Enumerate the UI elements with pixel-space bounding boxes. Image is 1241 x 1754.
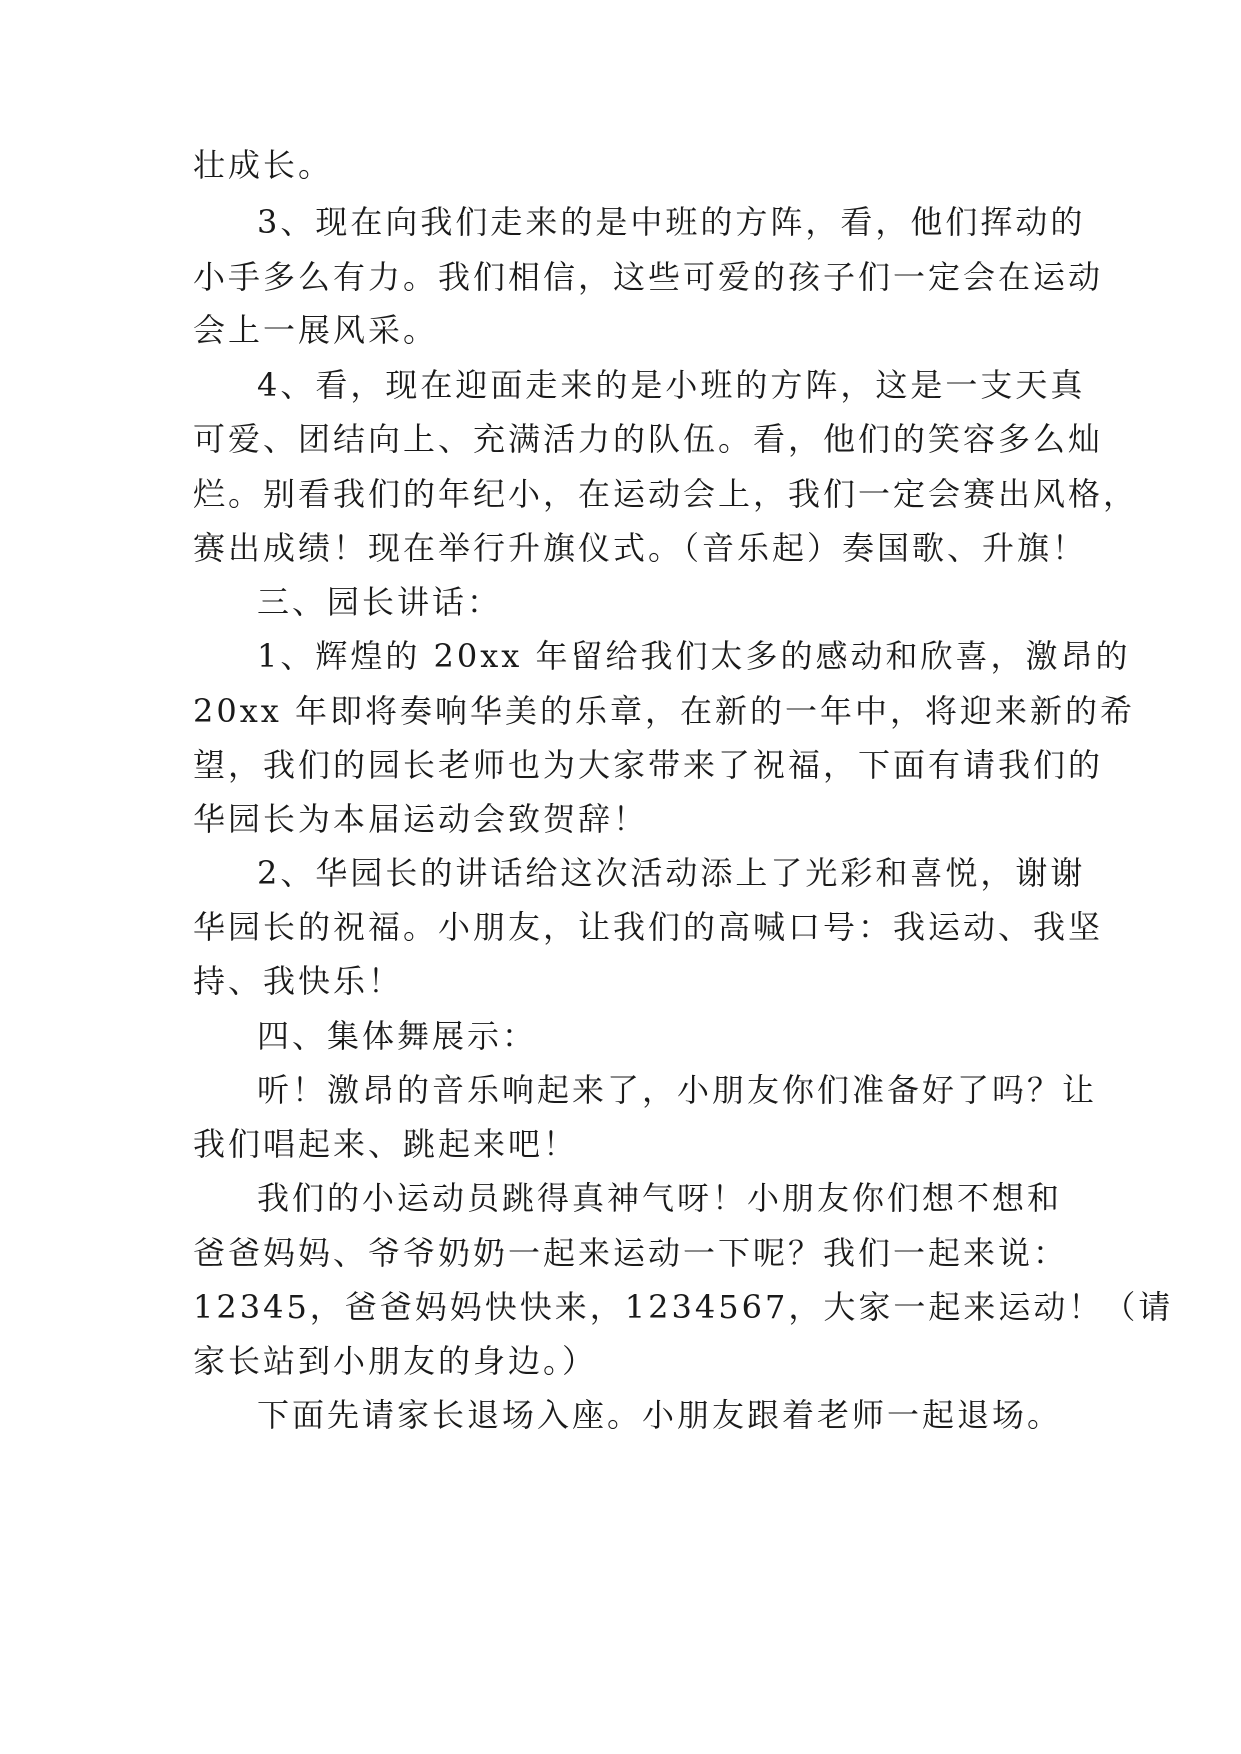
- text-line: 烂。别看我们的年纪小，在运动会上，我们一定会赛出风格，: [193, 475, 1139, 513]
- text-line: 家长站到小朋友的身边。）: [193, 1342, 598, 1380]
- text-line: 持、我快乐！: [193, 962, 404, 1000]
- text-line: 望，我们的园长老师也为大家带来了祝福，下面有请我们的: [193, 746, 1104, 784]
- text-line: 会上一展风采。: [193, 311, 439, 349]
- text-line: 1、辉煌的 20xx 年留给我们太多的感动和欣喜，激昂的: [257, 637, 1131, 675]
- text-line: 下面先请家长退场入座。小朋友跟着老师一起退场。: [257, 1396, 1063, 1434]
- text-line: 壮成长。: [193, 146, 334, 184]
- text-line: 2、华园长的讲话给这次活动添上了光彩和喜悦，谢谢: [257, 854, 1086, 892]
- text-line: 听！激昂的音乐响起来了，小朋友你们准备好了吗？让: [257, 1071, 1098, 1109]
- text-line: 华园长的祝福。小朋友，让我们的高喊口号：我运动、我坚: [193, 908, 1104, 946]
- text-line: 4、看，现在迎面走来的是小班的方阵，这是一支天真: [257, 366, 1086, 404]
- text-line: 爸爸妈妈、爷爷奶奶一起来运动一下呢？我们一起来说：: [193, 1234, 1069, 1272]
- text-line: 可爱、团结向上、充满活力的队伍。看，他们的笑容多么灿: [193, 420, 1104, 458]
- text-line: 华园长为本届运动会致贺辞！: [193, 800, 649, 838]
- text-line: 我们唱起来、跳起来吧！: [193, 1125, 579, 1163]
- text-line: 小手多么有力。我们相信，这些可爱的孩子们一定会在运动: [193, 258, 1104, 296]
- text-line: 赛出成绩！现在举行升旗仪式。（音乐起）奏国歌、升旗！: [193, 529, 1088, 567]
- text-line: 3、现在向我们走来的是中班的方阵，看，他们挥动的: [257, 203, 1086, 241]
- section-heading: 四、集体舞展示：: [257, 1017, 538, 1055]
- text-line: 12345，爸爸妈妈快快来，1234567，大家一起来运动！（请: [193, 1288, 1174, 1326]
- text-line: 我们的小运动员跳得真神气呀！小朋友你们想不想和: [257, 1179, 1063, 1217]
- section-heading: 三、园长讲话：: [257, 583, 503, 621]
- text-line: 20xx 年即将奏响华美的乐章，在新的一年中，将迎来新的希: [193, 692, 1135, 730]
